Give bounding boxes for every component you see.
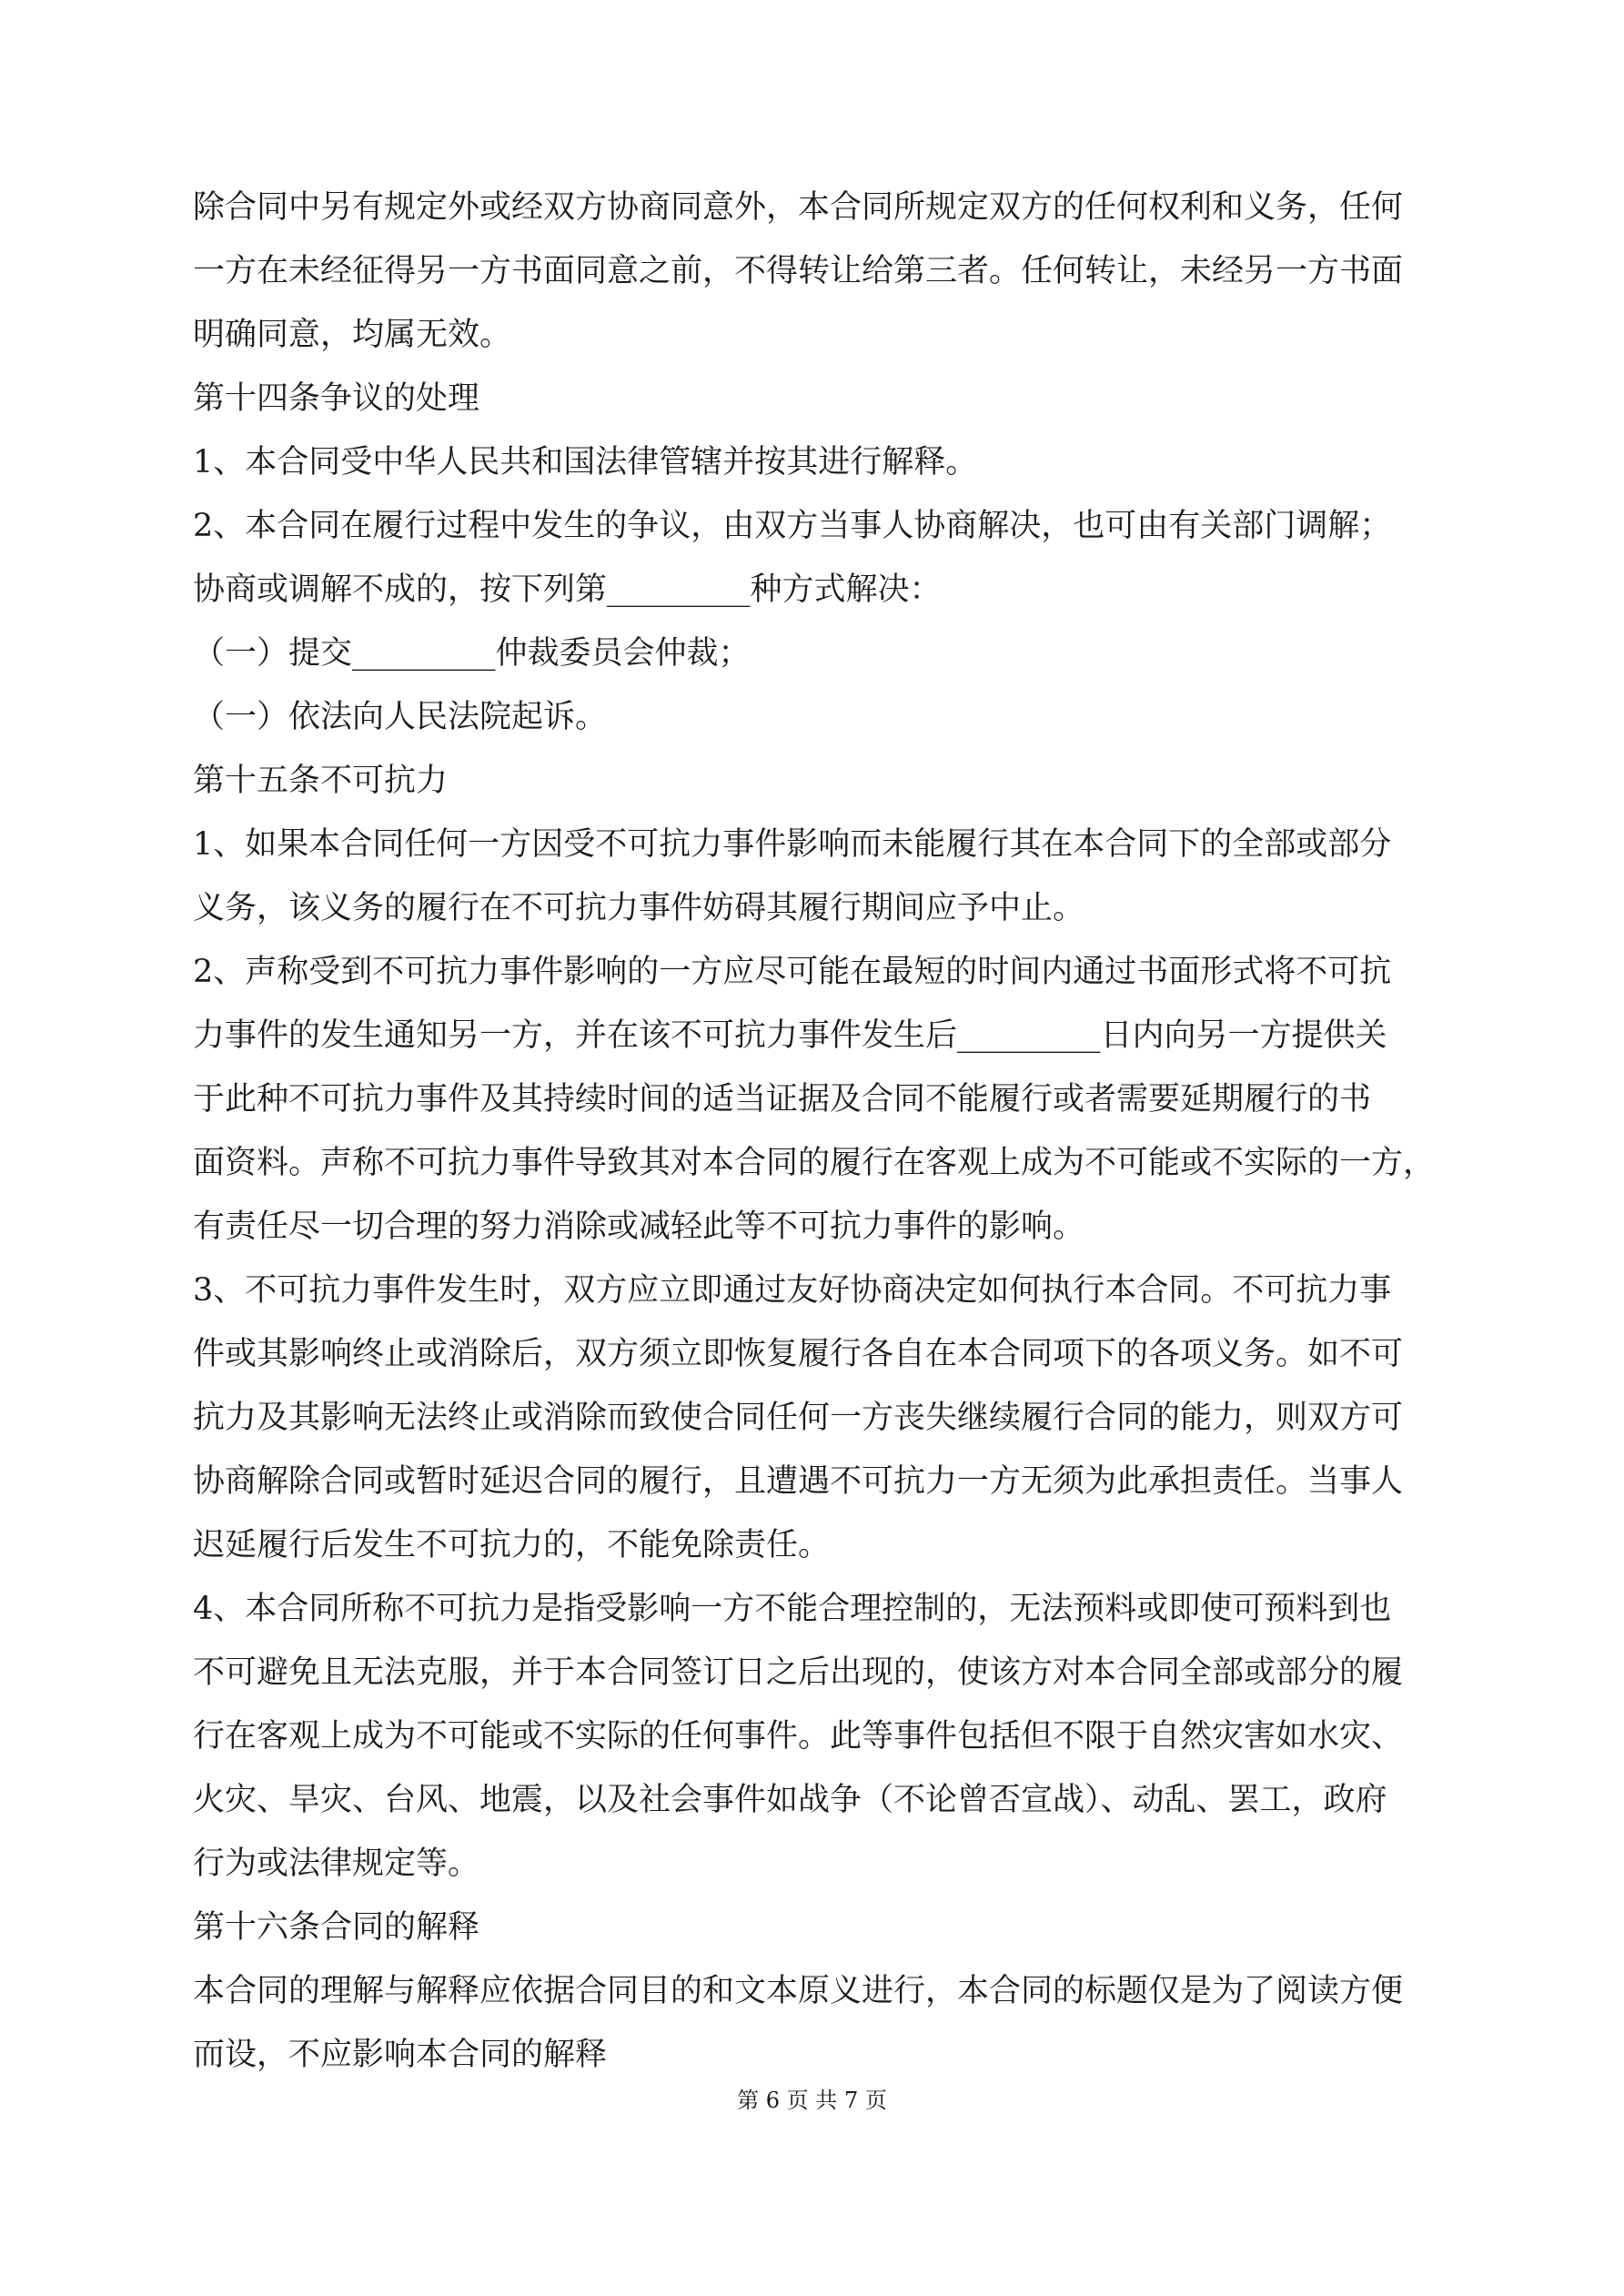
text-line: 明确同意，均属无效。: [193, 317, 512, 353]
text-line: 行在客观上成为不可能或不实际的任何事件。此等事件包括但不限于自然灾害如水灾、: [193, 1718, 1404, 1755]
text-line: 件或其影响终止或消除后，双方须立即恢复履行各自在本合同项下的各项义务。如不可: [193, 1336, 1404, 1372]
text-line: 抗力及其影响无法终止或消除而致使合同任何一方丧失继续履行合同的能力，则双方可: [193, 1400, 1404, 1436]
text-line: 于此种不可抗力事件及其持续时间的适当证据及合同不能履行或者需要延期履行的书: [193, 1081, 1372, 1118]
text-line: 1、如果本合同任何一方因受不可抗力事件影响而未能履行其在本合同下的全部或部分: [193, 826, 1392, 863]
text-line: （一）提交_________仲裁委员会仲裁；: [193, 635, 751, 672]
text-line: 本合同的理解与解释应依据合同目的和文本原义进行，本合同的标题仅是为了阅读方便: [193, 1973, 1404, 2009]
text-line: 力事件的发生通知另一方，并在该不可抗力事件发生后_________日内向另一方提供关: [193, 1017, 1387, 1054]
text-line: 2、本合同在履行过程中发生的争议，由双方当事人协商解决，也可由有关部门调解；: [193, 508, 1392, 544]
text-line: 3、不可抗力事件发生时，双方应立即通过友好协商决定如何执行本合同。不可抗力事: [193, 1272, 1392, 1309]
text-line: 协商或调解不成的，按下列第_________种方式解决：: [193, 571, 942, 608]
text-line: 不可避免且无法克服，并于本合同签订日之后出现的，使该方对本合同全部或部分的履: [193, 1654, 1404, 1691]
text-line: 火灾、旱灾、台风、地震，以及社会事件如战争（不论曾否宣战）、动乱、罢工，政府: [193, 1782, 1387, 1818]
text-line: 一方在未经征得另一方书面同意之前，不得转让给第三者。任何转让，未经另一方书面: [193, 253, 1404, 289]
document-body: [193, 176, 1453, 2087]
text-line: 4、本合同所称不可抗力是指受影响一方不能合理控制的，无法预料或即使可预料到也: [193, 1591, 1392, 1627]
text-line: 1、本合同受中华人民共和国法律管辖并按其进行解释。: [193, 444, 978, 480]
text-line: （一）依法向人民法院起诉。: [193, 699, 608, 735]
page-number-footer: 第 6 页 共 7 页: [737, 2088, 887, 2113]
section-heading-16: 第十六条合同的解释: [193, 1909, 480, 1946]
section-heading-15: 第十五条不可抗力: [193, 763, 449, 799]
text-line: 而设，不应影响本合同的解释: [193, 2037, 608, 2073]
section-heading-14: 第十四条争议的处理: [193, 380, 480, 417]
text-line: 行为或法律规定等。: [193, 1846, 480, 1882]
text-line: 协商解除合同或暂时延迟合同的履行，且遭遇不可抗力一方无须为此承担责任。当事人: [193, 1463, 1404, 1500]
text-line: 迟延履行后发生不可抗力的，不能免除责任。: [193, 1527, 831, 1563]
text-line: 面资料。声称不可抗力事件导致其对本合同的履行在客观上成为不可能或不实际的一方，: [193, 1145, 1436, 1181]
text-line: 2、声称受到不可抗力事件影响的一方应尽可能在最短的时间内通过书面形式将不可抗: [193, 954, 1392, 990]
text-line: 除合同中另有规定外或经双方协商同意外，本合同所规定双方的任何权利和义务，任何: [193, 189, 1404, 226]
text-line: 有责任尽一切合理的努力消除或减轻此等不可抗力事件的影响。: [193, 1209, 1085, 1245]
text-line: 义务，该义务的履行在不可抗力事件妨碍其履行期间应予中止。: [193, 890, 1085, 926]
